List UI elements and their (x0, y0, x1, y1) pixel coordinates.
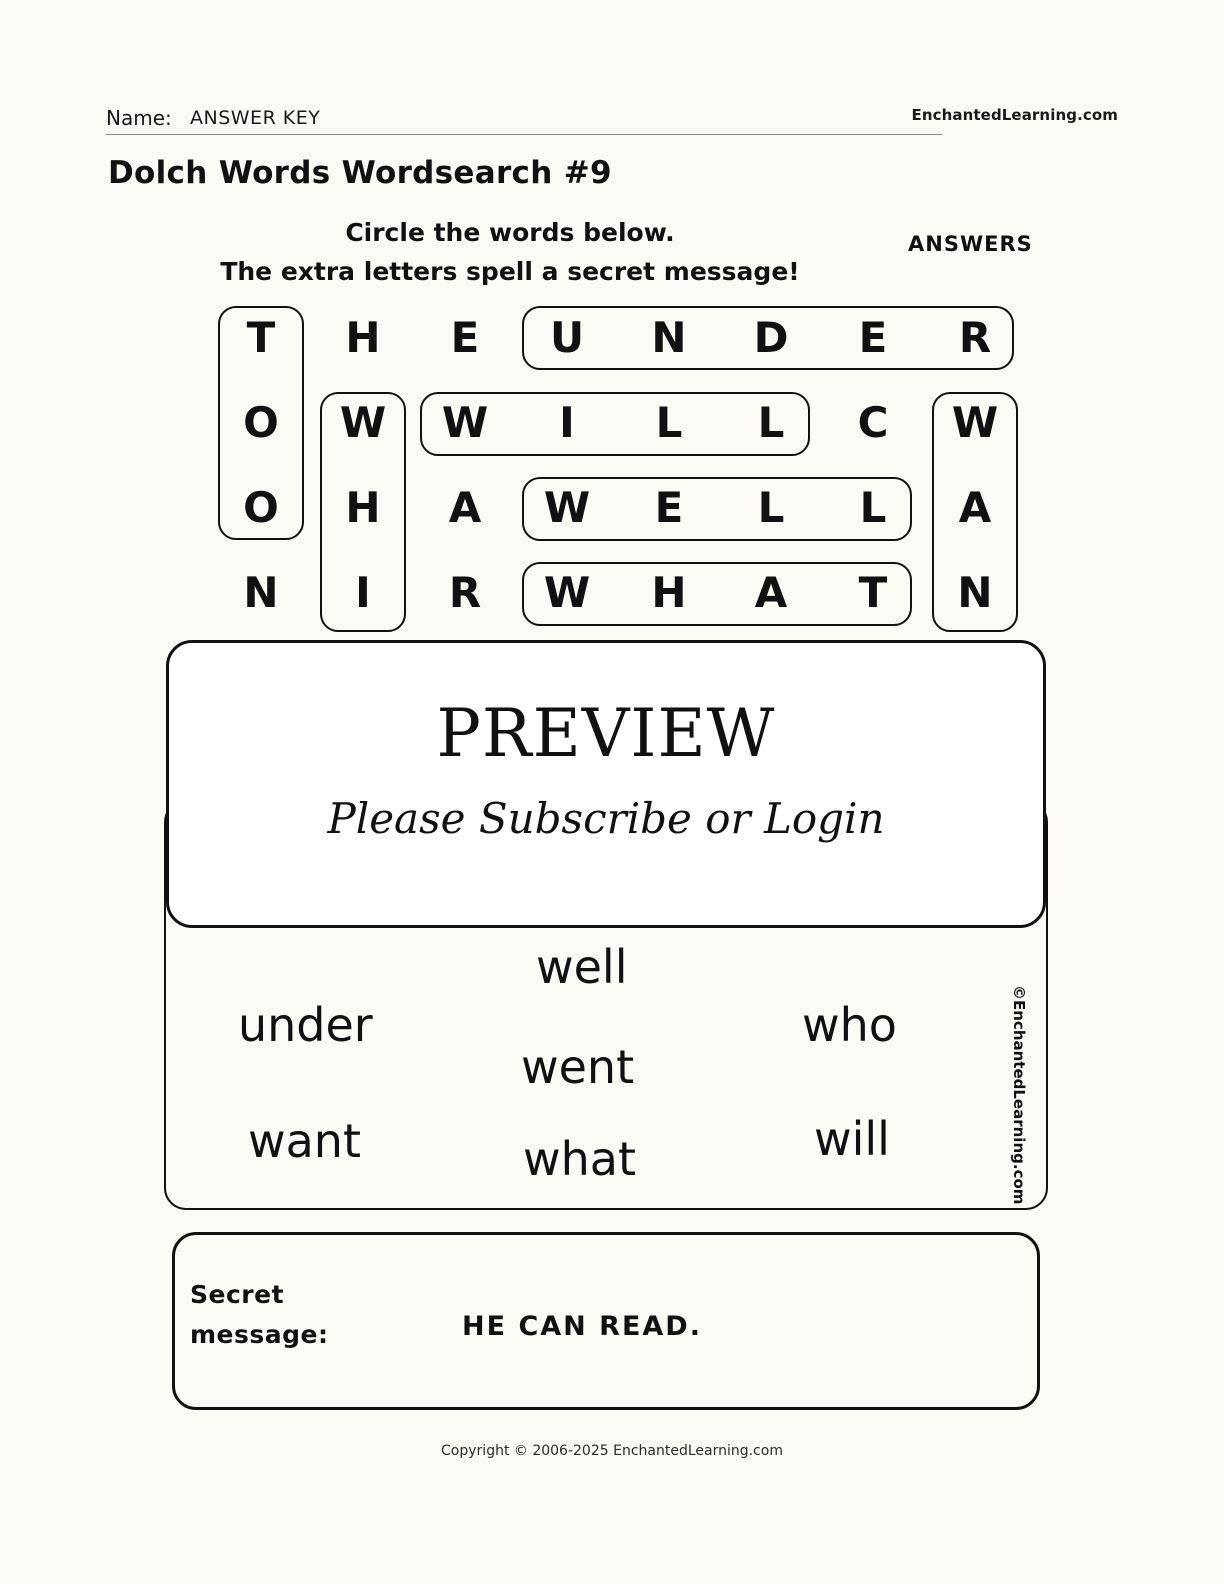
name-label: Name: (106, 106, 172, 130)
word-list-item: will (814, 1112, 890, 1166)
answers-label: ANSWERS (908, 232, 1033, 256)
word-list-item: who (802, 998, 897, 1052)
preview-subtitle[interactable]: Please Subscribe or Login (327, 794, 885, 843)
side-credit: ©EnchantedLearning.com (1010, 985, 1028, 1205)
wordsearch-grid (210, 300, 1020, 630)
grid-cell: O (243, 483, 279, 532)
grid-cell: L (859, 483, 887, 532)
name-underline (106, 134, 942, 135)
grid-cell: N (957, 568, 993, 617)
grid-cell: L (757, 398, 785, 447)
grid-cell: E (654, 483, 684, 532)
secret-label-line-2: message: (190, 1320, 329, 1349)
grid-cell: O (243, 398, 279, 447)
grid-cell: A (958, 483, 992, 532)
secret-message-value: HE CAN READ. (462, 1311, 702, 1342)
instruction-line-2: The extra letters spell a secret message! (220, 257, 800, 286)
grid-cell: R (958, 313, 992, 362)
grid-cell: E (450, 313, 480, 362)
secret-message-label (190, 1275, 329, 1355)
answer-marker-under (522, 306, 1014, 370)
grid-cell: H (345, 483, 381, 532)
word-list-item: well (536, 940, 628, 994)
instruction-line-1: Circle the words below. (345, 218, 675, 247)
grid-cell: U (549, 313, 585, 362)
grid-cell: W (339, 398, 387, 447)
word-list-item: under (238, 998, 373, 1052)
word-list-item: want (248, 1114, 362, 1168)
grid-cell: I (355, 568, 371, 617)
grid-cell: H (651, 568, 687, 617)
grid-cell: W (543, 483, 591, 532)
copyright-footer: Copyright © 2006-2025 EnchantedLearning.com (441, 1443, 783, 1459)
grid-cell: A (754, 568, 788, 617)
grid-cell: E (858, 313, 888, 362)
grid-cell: I (559, 398, 575, 447)
grid-cell: L (757, 483, 785, 532)
grid-cell: D (753, 313, 789, 362)
grid-cell: N (243, 568, 279, 617)
brand-logo: EnchantedLearning.com (911, 106, 1118, 124)
secret-label-line-1: Secret (190, 1280, 285, 1309)
word-list-item: what (523, 1132, 637, 1186)
answer-marker-what (522, 562, 912, 626)
page-header (106, 100, 1118, 136)
preview-overlay (166, 640, 1046, 928)
word-list-item: went (521, 1040, 635, 1094)
grid-cell: N (651, 313, 687, 362)
name-value: ANSWER KEY (190, 107, 321, 129)
grid-cell: L (655, 398, 683, 447)
grid-cell: T (858, 568, 888, 617)
answer-marker-will (420, 392, 810, 456)
grid-cell: H (345, 313, 381, 362)
grid-cell: R (448, 568, 482, 617)
grid-cell: W (441, 398, 489, 447)
grid-cell: W (951, 398, 999, 447)
grid-cell: W (543, 568, 591, 617)
grid-cell: C (857, 398, 889, 447)
instructions (180, 213, 840, 291)
grid-cell: A (448, 483, 482, 532)
answer-marker-too (218, 306, 304, 540)
answer-marker-who (320, 392, 406, 632)
answer-marker-well (522, 477, 912, 541)
grid-cell: T (246, 313, 276, 362)
preview-title: PREVIEW (436, 695, 776, 772)
answer-marker-want (932, 392, 1018, 632)
page-title: Dolch Words Wordsearch #9 (108, 155, 612, 191)
